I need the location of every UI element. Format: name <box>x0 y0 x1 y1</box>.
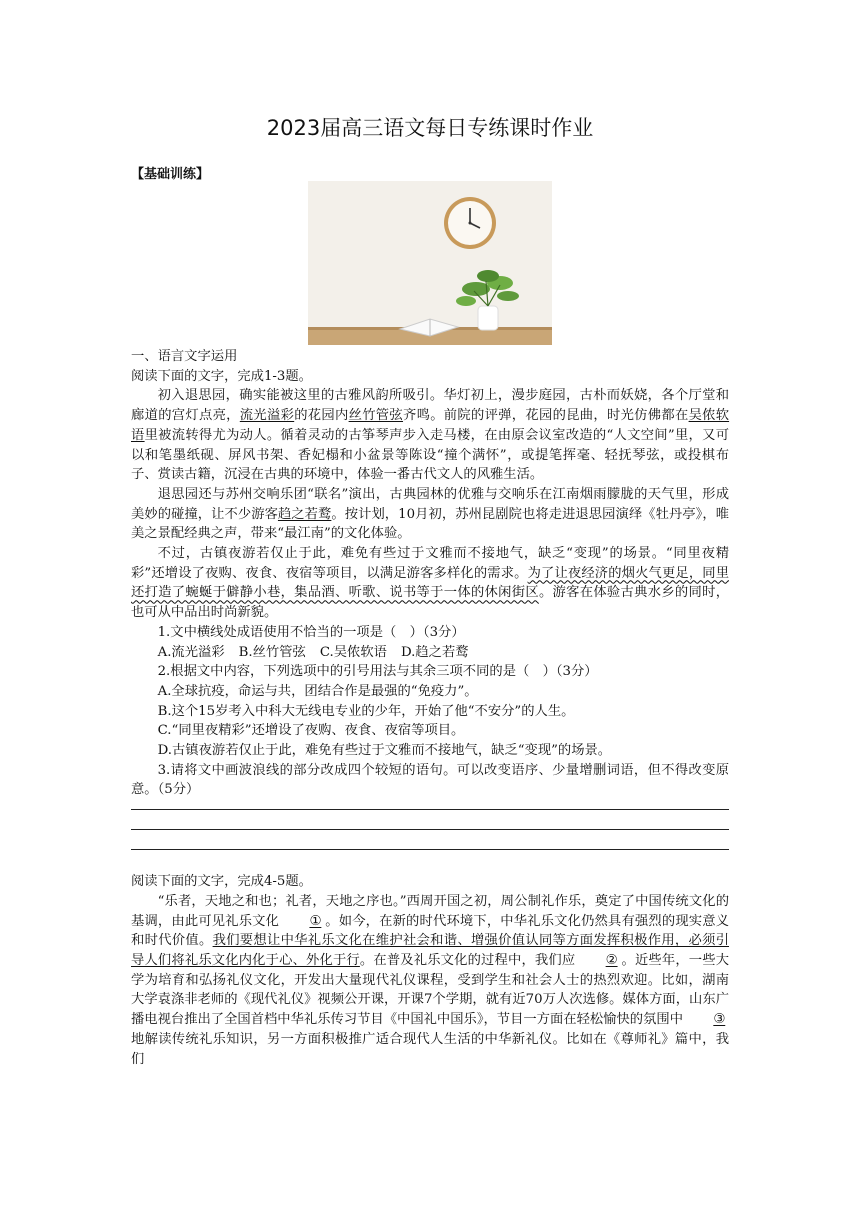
option: A.流光溢彩 <box>157 644 225 660</box>
part1-instruction: 阅读下面的文字，完成1-3题。 <box>131 368 312 384</box>
passage1-paragraph: 初入退思园，确实能被这里的古雅风韵所吸引。华灯初上，漫步庭园，古朴而妖娆，各个厅堂和廊道的宫灯点亮，流光溢彩的花园内丝竹管弦齐鸣。前院的评弹，花园的昆曲，时光仿佛都在吴侬软语里被流转得尤为动人。循着灵动的古筝琴声步入走马楼，在由原会议室改造的“人文空间”里，又可以和笔墨纸砚、屏风书架、香妃榻和小盆景等陈设“撞个满怀”，或提笔挥毫、轻抚琴弦，或投棋布子、赏读古籍，沉浸在古典的环境中，体验一番古代文人的风雅生活。 <box>131 388 730 483</box>
option: D.趋之若鹜 <box>400 644 469 660</box>
answer-lines <box>131 809 729 850</box>
option: B.丝竹管弦 <box>238 644 306 660</box>
passage1-paragraph: 不过，古镇夜游若仅止于此，难免有些过于文雅而不接地气，缺乏“变现”的场景。“同里夜精彩”还增设了夜购、夜食、夜宿等项目，以满足游客多样化的需求。为了让夜经济的烟火气更足，同里还打造了蜿蜒于僻静小巷，集品酒、听歌、说书等于一体的休闲街区。游客在体验古典水乡的同时，也可从中品出时尚新貌。 <box>131 546 730 621</box>
part1-heading: 一、语言文字运用 <box>131 349 238 364</box>
passage1-paragraph: 退思园还与苏州交响乐团“联名”演出，古典园林的优雅与交响乐在江南烟雨朦胧的天气里，形成美妙的碰撞，让不少游客趋之若鹜。按计划，10月初，苏州昆剧院也将走进退思园演绎《牡丹亭》，唯美之景配经典之声，带来“最江南”的文化体验。 <box>131 486 730 542</box>
page-title: 2023届高三语文每日专练课时作业 <box>266 116 594 140</box>
section-label: 【基础训练】 <box>131 167 210 182</box>
clock-icon <box>444 197 496 249</box>
question-2-option-d: D.古镇夜游若仅止于此，难免有些过于文雅而不接地气，缺乏“变现”的场景。 <box>157 743 612 759</box>
blank-3: ③ <box>713 1012 726 1028</box>
answer-line[interactable] <box>131 829 729 830</box>
question-2-option-c: C.“同里夜精彩”还增设了夜购、夜食、夜宿等项目。 <box>157 723 465 739</box>
underlined-sentence: 我们要想让中华礼乐文化在维护社会和谐、增强价值认同等方面发挥积极作用，必须引导人们将礼乐文化内化于心、外化于行 <box>131 933 730 968</box>
underlined-idiom: 丝竹管弦 <box>348 408 404 424</box>
blank-1: ① <box>309 913 322 929</box>
question-2-stem: 2.根据文中内容，下列选项中的引号用法与其余三项不同的是（ ）（3分） <box>157 664 598 680</box>
wavy-underlined-sentence: 为了让夜经济的烟火气更足，同里还打造了蜿蜒于僻静小巷，集品酒、听歌、说书等于一体的休闲街区 <box>131 565 730 601</box>
answer-line[interactable] <box>131 809 729 810</box>
underlined-idiom: 趋之若鹜 <box>277 506 332 522</box>
question-2-option-a: A.全球抗疫，命运与共，团结合作是最强的“免疫力”。 <box>157 683 478 699</box>
blank-2: ② <box>605 952 618 968</box>
question-2-option-b: B.这个15岁考入中科大无线电专业的少年，开始了他“不安分”的人生。 <box>157 703 575 719</box>
decorative-photo <box>308 181 552 345</box>
question-1-stem: 1.文中横线处成语使用不恰当的一项是（ ）（3分） <box>157 624 465 640</box>
answer-line[interactable] <box>131 849 729 850</box>
passage2-paragraph: “乐者，天地之和也；礼者，天地之序也。”西周开国之初，周公制礼作乐，奠定了中国传统文化的基调，由此可见礼乐文化 ① 。如今，在新的时代环境下，中华礼乐文化仍然具有强烈的现实意义和时代价值。我们要想让中华礼乐文化在维护社会和谐、增强价值认同等方面发挥积极作用，必须引导人们将礼乐文化内化于心、外化于行。在普及礼乐文化的过程中，我们应 ② 。近些年，一些大学为培育和弘扬礼仪文化，开发出大量现代礼仪课程，受到学生和社会人士的热烈欢迎。比如，湖南大学袁涤非老师的《现代礼仪》视频公开课，开课7个学期，就有近70万人次选修。媒体方面，山东广播电视台推出了全国首档中华礼乐传习节目《中国礼中国乐》，节目一方面在轻松愉快的氛围中 ③地解读传统礼乐知识，另一方面积极推广适合现代人生活的中华新礼仪。比如在《尊师礼》篇中，我们 <box>131 893 730 1067</box>
underlined-idiom: 流光溢彩 <box>239 408 295 424</box>
underlined-idiom: 吴侬软语 <box>131 408 730 443</box>
question-1-options <box>131 643 729 663</box>
question-3-stem: 3.请将文中画波浪线的部分改成四个较短的语句。可以改变语序、少量增删词语，但不得改变原意。（5分） <box>131 762 729 798</box>
part2-instruction: 阅读下面的文字，完成4-5题。 <box>131 874 312 890</box>
option: C.吴侬软语 <box>319 644 387 660</box>
document-body <box>131 347 729 1069</box>
